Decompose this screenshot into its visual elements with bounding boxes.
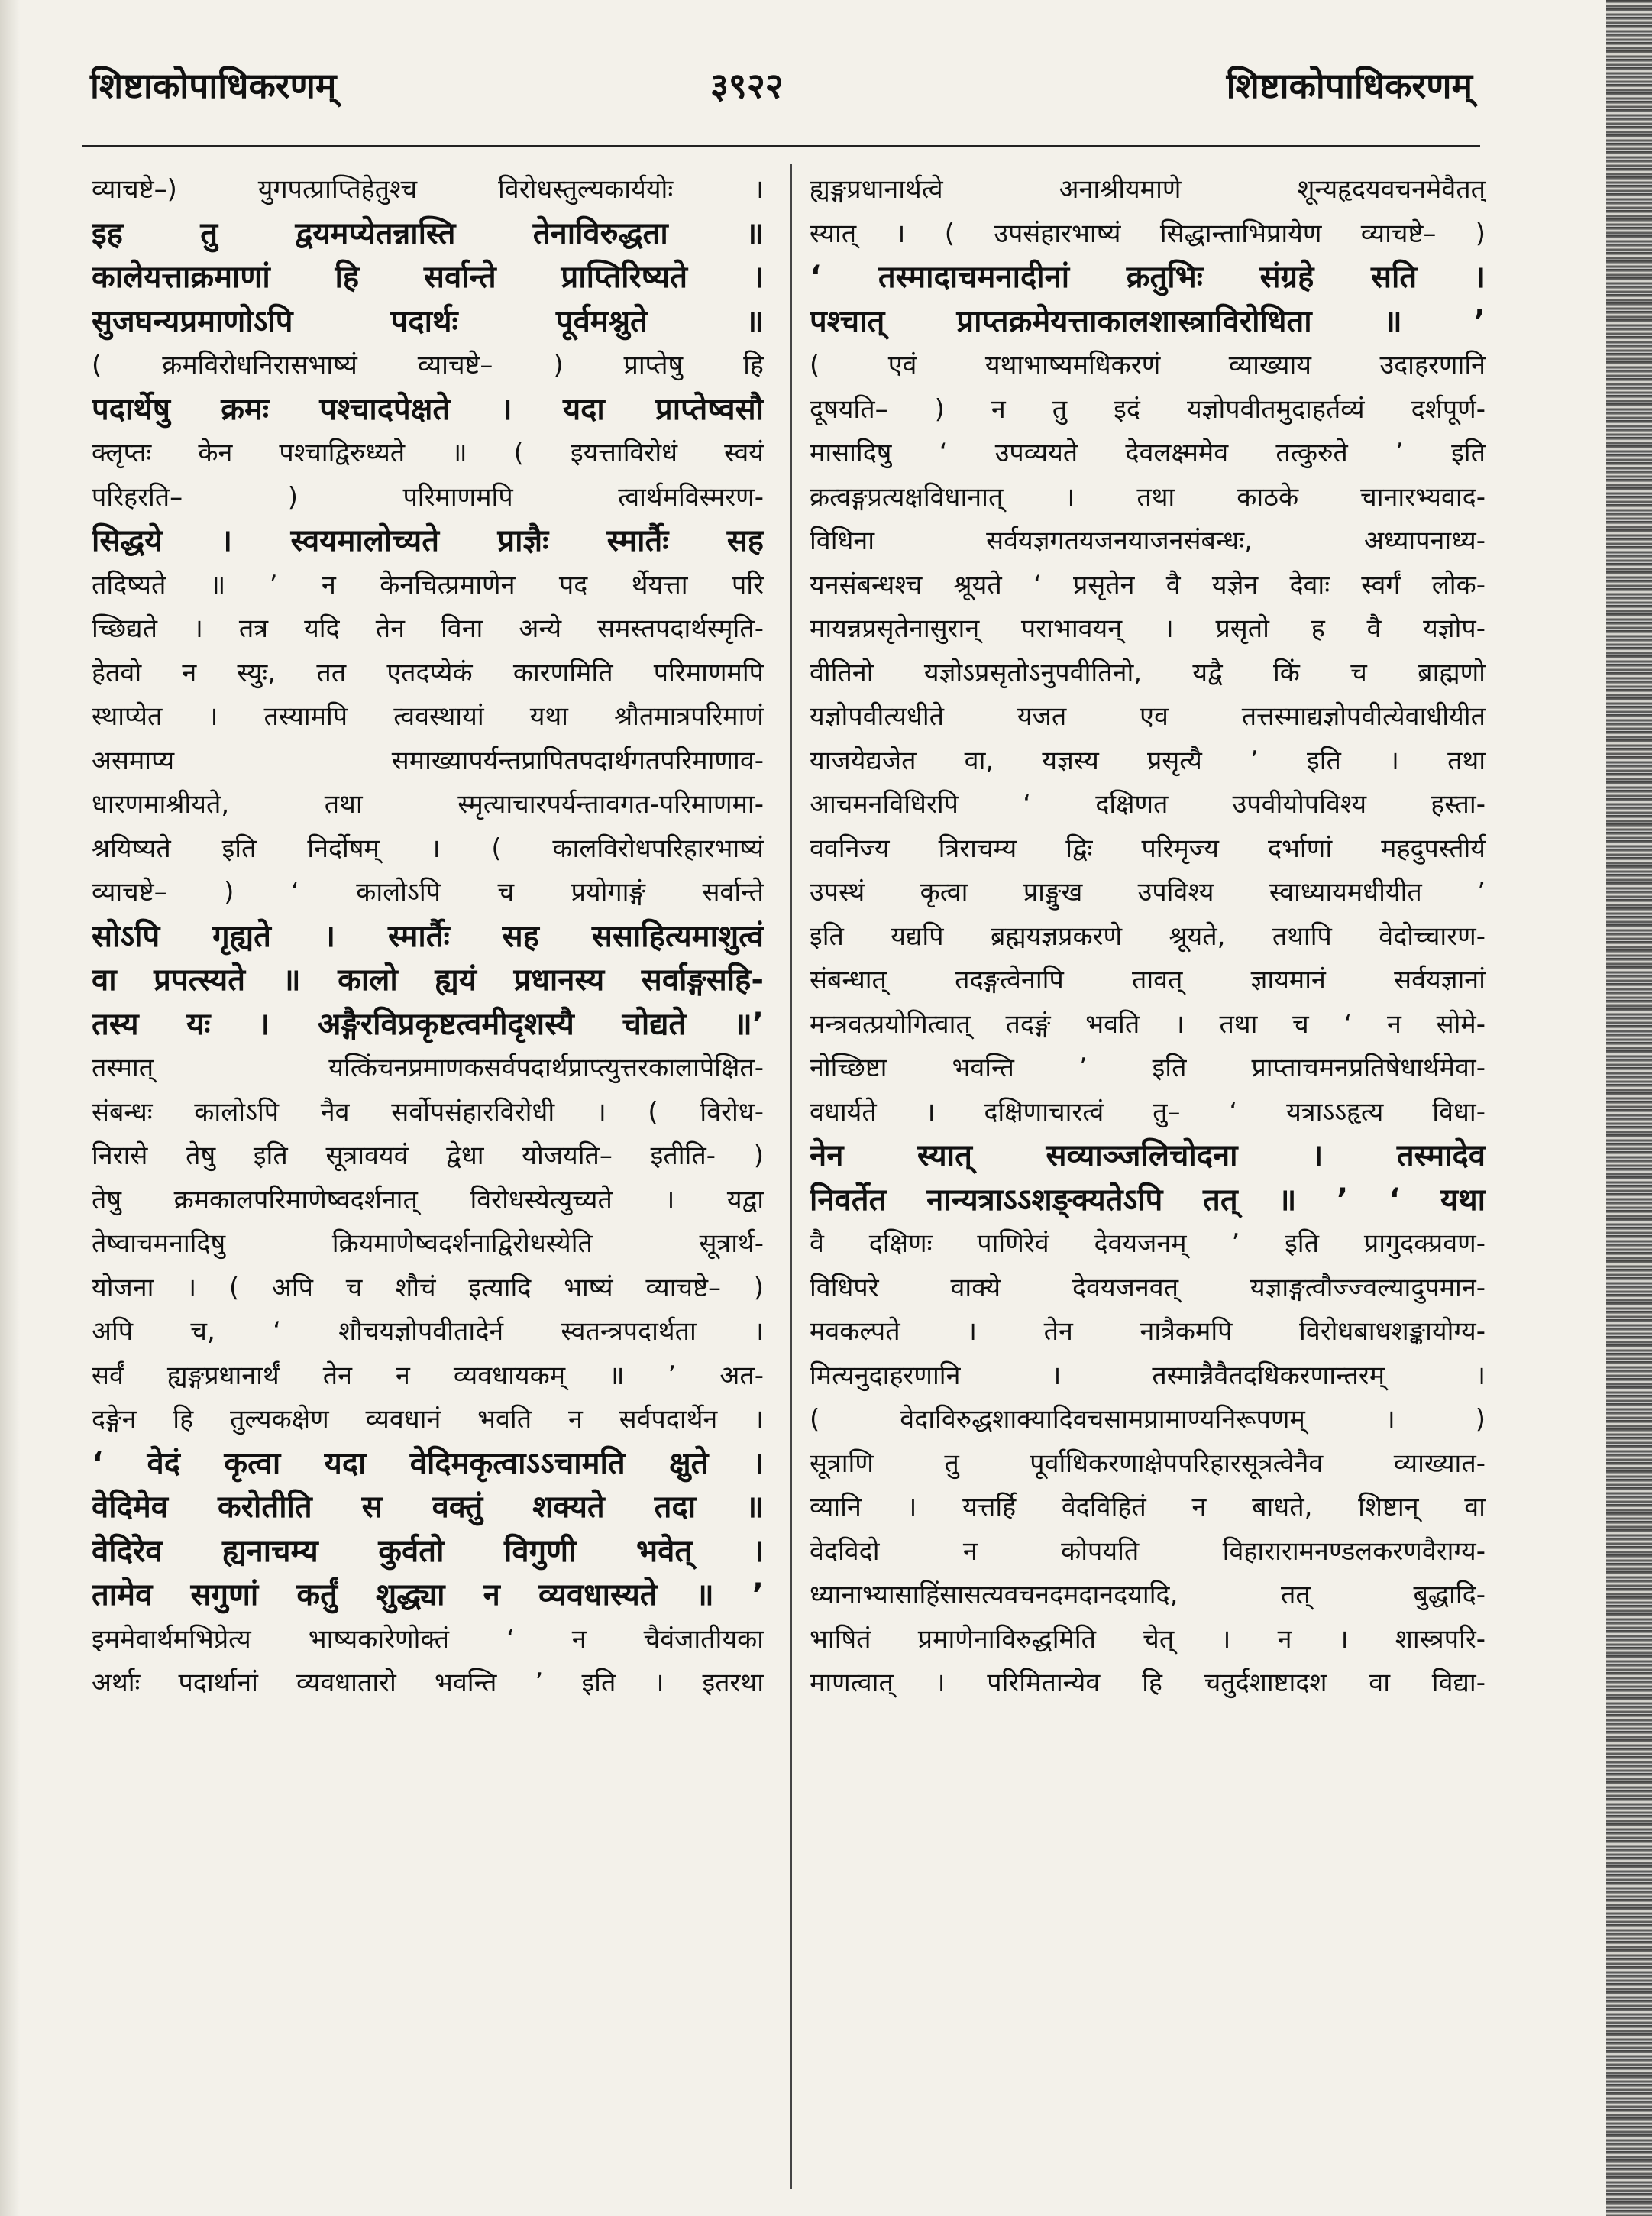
text-line: पदार्थेषु क्रमः पश्चादपेक्षते । यदा प्राप्तेष्वसौ (92, 391, 764, 427)
text-line: वीतिनो यज्ञोऽप्रसृतोऽनुपवीतिनो, यद्वै किं च ब्राह्मणो (810, 657, 1486, 688)
text-line: ववनिज्य त्रिराचम्य द्विः परिमृज्य दर्भाणां महदुपस्तीर्य (810, 833, 1486, 864)
text-line: वेदिरेव ह्यनाचम्य कुर्वतो विगुणी भवेत् । (92, 1533, 764, 1569)
text-line: व्याचष्टे– ) ‘ कालोऽपि च प्रयोगाङ्गं सर्वान्ते (92, 877, 764, 907)
text-line: कालेयत्ताक्रमाणां हि सर्वान्ते प्राप्तिरिष्यते । (92, 260, 764, 295)
text-line: क्लृप्तः केन पश्चाद्विरुध्यते ॥ ( इयत्ताविरोधं स्वयं (92, 438, 764, 468)
text-line: मासादिषु ‘ उपव्ययते देवलक्ष्ममेव तत्कुरुते ’ इति (810, 438, 1486, 468)
text-line: ‘ वेदं कृत्वा यदा वेदिमकृत्वाऽऽचामति क्षुते । (92, 1445, 764, 1481)
text-line: विधिपरे वाक्ये देवयजनवत् यज्ञाङ्गत्वौज्ज्वल्यादुपमान- (810, 1272, 1486, 1303)
text-line: व्यानि । यत्तर्हि वेदविहितं न बाधते, शिष्टान् वा (810, 1492, 1486, 1522)
text-line: क्रत्वङ्गप्रत्यक्षविधानात् । तथा काठके चानारभ्यवाद- (810, 481, 1486, 513)
text-line: तेष्वाचमनादिषु क्रियमाणेष्वदर्शनाद्विरोधस्येति सूत्रार्थ- (92, 1228, 764, 1259)
text-line: संबन्धः कालोऽपि नैव सर्वोपसंहारविरोधी । ( विरोध- (92, 1096, 764, 1127)
text-line: माणत्वात् । परिमितान्येव हि चतुर्दशाष्टादश वा विद्या- (810, 1668, 1486, 1698)
running-title-right: शिष्टाकोपाधिकरणम् (1226, 65, 1473, 106)
text-line: नोच्छिष्टा भवन्ति ’ इति प्राप्ताचमनप्रतिषेधार्थमेवा- (810, 1053, 1486, 1083)
text-line: इति यद्यपि ब्रह्मयज्ञप्रकरणे श्रूयते, तथापि वेदोच्चारण- (810, 920, 1486, 952)
text-line: विधिना सर्वयज्ञगतयजनयाजनसंबन्धः, अध्यापनाध्य- (810, 526, 1486, 556)
text-line: स्यात् । ( उपसंहारभाष्यं सिद्धान्ताभिप्रायेण व्याचष्टे– ) (810, 218, 1486, 249)
right-column (810, 168, 1486, 1706)
text-line: ( वेदाविरुद्धशाक्यादिवचसामप्रामाण्यनिरूपणम् । ) (810, 1404, 1486, 1435)
text-line: योजना । ( अपि च शौचं इत्यादि भाष्यं व्याचष्टे– ) (92, 1272, 764, 1303)
text-line: इह तु द्वयमप्येतन्नास्ति तेनाविरुद्धता ॥ (92, 215, 764, 251)
text-line: अपि च, ‘ शौचयज्ञोपवीतादेर्न स्वतन्त्रपदार्थता । (92, 1316, 764, 1347)
text-line: ( क्रमविरोधनिरासभाष्यं व्याचष्टे– ) प्राप्तेषु हि (92, 350, 764, 380)
text-line: निवर्तेत नान्यत्राऽऽशङ्क्यतेऽपि तत् ॥ ’ ‘ यथा (810, 1182, 1486, 1218)
running-title-left: शिष्टाकोपाधिकरणम् (90, 65, 337, 106)
header-rule (82, 145, 1480, 147)
text-line: सोऽपि गृह्यते । स्मार्तैः सह ससाहित्यमाशुत्वं (92, 918, 764, 954)
column-divider (790, 164, 792, 2189)
text-line: मित्यनुदाहरणानि । तस्मान्नैवैतदधिकरणान्तरम् । (810, 1360, 1486, 1391)
text-line: श्रयिष्यते इति निर्दोषम् । ( कालविरोधपरिहारभाष्यं (92, 833, 764, 864)
page-number: ३९२२ (710, 65, 784, 106)
text-line: याजयेद्यजेत वा, यज्ञस्य प्रसृत्यै ’ इति । तथा (810, 745, 1486, 776)
text-line: वै दक्षिणः पाणिरेवं देवयजनम् ’ इति प्रागुदक्प्रवण- (810, 1228, 1486, 1259)
text-line: मन्त्रवत्प्रयोगित्वात् तदङ्गं भवति । तथा च ‘ न सोमे- (810, 1008, 1486, 1040)
text-line: मायन्नप्रसृतेनासुरान् पराभावयन् । प्रसृतो ह वै यज्ञोप- (810, 613, 1486, 644)
text-line: नेन स्यात् सव्याञ्जलिचोदना । तस्मादेव (810, 1138, 1486, 1173)
text-line: उपस्थं कृत्वा प्राङ्मुख उपविश्य स्वाध्यायमधीयीत ’ (810, 877, 1486, 907)
text-line: हेतवो न स्युः, तत एतदप्येकं कारणमिति परिमाणमपि (92, 657, 764, 688)
text-line: वधार्यते । दक्षिणाचारत्वं तु– ‘ यत्राऽऽहृत्य विधा- (810, 1096, 1486, 1127)
text-line: संबन्धात् तदङ्गत्वेनापि तावत् ज्ञायमानं सर्वयज्ञानां (810, 965, 1486, 995)
text-line: वेदविदो न कोपयति विहारारामनण्डलकरणवैराग्य- (810, 1535, 1486, 1567)
text-line: सर्वं ह्यङ्गप्रधानार्थं तेन न व्यवधायकम् ॥ ’ अत- (92, 1360, 764, 1391)
text-line: भाषितं प्रमाणेनाविरुद्धमिति चेत् । न । शास्त्रपरि- (810, 1623, 1486, 1655)
text-line: च्छिद्यते । तत्र यदि तेन विना अन्ये समस्तपदार्थस्मृति- (92, 613, 764, 644)
text-line: यनसंबन्धश्च श्रूयते ‘ प्रसृतेन वै यज्ञेन देवाः स्वर्गं लोक- (810, 569, 1486, 600)
text-line: ह्यङ्गप्रधानार्थत्वे अनाश्रीयमाणे शून्यहृदयवचनमेवैतत् (810, 174, 1486, 205)
text-line: यज्ञोपवीत्यधीते यजत एव तत्तस्माद्यज्ञोपवीत्येवाधीयीत (810, 701, 1486, 732)
left-column (92, 168, 764, 1706)
page-binding-shadow (0, 0, 20, 2216)
text-line: दङ्गेन हि तुल्यकक्षेण व्यवधानं भवति न सर्वपदार्थेन । (92, 1404, 764, 1435)
text-line: इममेवार्थमभिप्रेत्य भाष्यकारेणोक्तं ‘ न चैवंजातीयका (92, 1623, 764, 1655)
text-line: पश्चात् प्राप्तक्रमेयत्ताकालशास्त्राविरोधिता ॥ ’ (810, 303, 1486, 339)
text-line: ‘ तस्मादाचमनादीनां क्रतुभिः संग्रहे सति । (810, 260, 1486, 295)
text-line: व्याचष्टे–) युगपत्प्राप्तिहेतुश्च विरोधस्तुल्यकार्ययोः । (92, 174, 764, 205)
text-line: अर्थाः पदार्थानां व्यवधातारो भवन्ति ’ इति । इतरथा (92, 1668, 764, 1698)
text-line: ध्यानाभ्यासाहिंसासत्यवचनदमदानदयादि, तत् बुद्धादि- (810, 1580, 1486, 1610)
text-line: धारणमाश्रीयते, तथा स्मृत्याचारपर्यन्तावगत-परिमाणमा- (92, 789, 764, 820)
text-line: वेदिमेव करोतीति स वक्तुं शक्यते तदा ॥ (92, 1490, 764, 1525)
text-line: सिद्धये । स्वयमालोच्यते प्राज्ञैः स्मार्तैः सह (92, 523, 764, 558)
text-line: तेषु क्रमकालपरिमाणेष्वदर्शनात् विरोधस्येत्युच्यते । यद्वा (92, 1184, 764, 1215)
text-line: सूत्राणि तु पूर्वाधिकरणाक्षेपपरिहारसूत्रत्वेनैव व्याख्यात- (810, 1448, 1486, 1479)
text-line: मवकल्पते । तेन नात्रैकमपि विरोधबाधशङ्कायोग्य- (810, 1316, 1486, 1347)
text-line: वा प्रपत्स्यते ॥ कालो ह्ययं प्रधानस्य सर्वाङ्गसहि- (92, 962, 764, 998)
text-line: आचमनविधिरपि ‘ दक्षिणत उपवीयोपविश्य हस्ता- (810, 789, 1486, 820)
text-line: दूषयति– ) न तु इदं यज्ञोपवीतमुदाहर्तव्यं दर्शपूर्ण- (810, 393, 1486, 425)
text-line: सुजघन्यप्रमाणोऽपि पदार्थः पूर्वमश्नुते ॥ (92, 303, 764, 339)
text-line: तदिष्यते ॥ ’ न केनचित्प्रमाणेन पद र्थेयत्ता परि (92, 569, 764, 600)
text-line: परिहरति– ) परिमाणमपि त्वार्थमविस्मरण- (92, 481, 764, 513)
text-line: तस्य यः । अङ्गैरविप्रकृष्टत्वमीदृशस्यै चोद्यते ॥’ (92, 1006, 764, 1042)
page-header (0, 61, 1652, 122)
text-line: असमाप्य समाख्यापर्यन्तप्रापितपदार्थगतपरिमाणाव- (92, 745, 764, 776)
text-line: स्थाप्येत । तस्यामपि त्ववस्थायां यथा श्रौतमात्रपरिमाणं (92, 701, 764, 732)
text-line: तस्मात् यत्किंचनप्रमाणकसर्वपदार्थप्राप्त्युत्तरकालापेक्षित- (92, 1053, 764, 1083)
text-line: ( एवं यथाभाष्यमधिकरणं व्याख्याय उदाहरणानि (810, 350, 1486, 380)
page-edge-binding (1606, 0, 1652, 2216)
text-line: तामेव सगुणां कर्तुं शुद्ध्या न व्यवधास्यते ॥ ’ (92, 1577, 764, 1613)
text-line: निरासे तेषु इति सूत्रावयवं द्वेधा योजयति– इतीति- ) (92, 1140, 764, 1171)
